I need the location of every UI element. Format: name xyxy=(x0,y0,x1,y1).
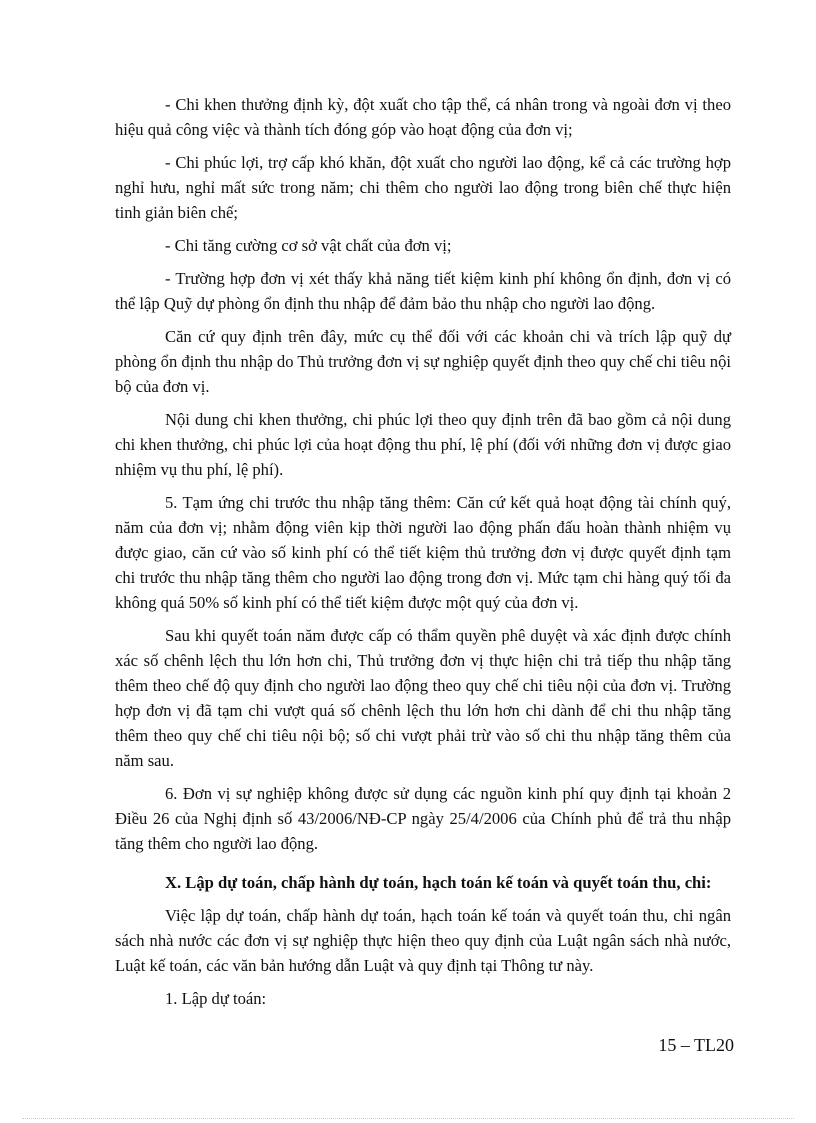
paragraph-item-5-advance: 5. Tạm ứng chi trước thu nhập tăng thêm: Căn cứ kết quả hoạt động tài chính quý, năm của đơn vị; nhằm động viên kịp thời người lao động phấn đấu hoàn thành nhiệm vụ được giao, căn cứ vào số kinh phí có thể tiết kiệm thủ trưởng đơn vị được quyết định tạm chi trước thu nhập tăng thêm cho người lao động trong đơn vị. Mức tạm chi hàng quý tối đa không quá 50% số kinh phí có thể tiết kiệm được một quý của đơn vị. xyxy=(115,493,731,612)
document-body xyxy=(115,92,731,1011)
paragraph-item-6-restriction: 6. Đơn vị sự nghiệp không được sử dụng các nguồn kinh phí quy định tại khoản 2 Điều 26 của Nghị định số 43/2006/NĐ-CP ngày 25/4/2006 của Chính phủ để trả thu nhập tăng thêm cho người lao động. xyxy=(115,784,731,853)
page-number: 15 – TL20 xyxy=(658,1035,734,1055)
paragraph-reward-expense: - Chi khen thưởng định kỳ, đột xuất cho tập thể, cá nhân trong và ngoài đơn vị theo hiệu quả công việc và thành tích đóng góp vào hoạt động của đơn vị; xyxy=(115,95,731,139)
page-bottom-divider xyxy=(22,1118,794,1119)
paragraph-budget-procedure: Việc lập dự toán, chấp hành dự toán, hạch toán kế toán và quyết toán thu, chi ngân sách nhà nước các đơn vị sự nghiệp thực hiện theo quy định của Luật ngân sách nhà nước, Luật kế toán, các văn bản hướng dẫn Luật và quy định tại Thông tư này. xyxy=(115,906,731,975)
paragraph-item-1-estimate: 1. Lập dự toán: xyxy=(165,989,267,1008)
paragraph-reward-content: Nội dung chi khen thưởng, chi phúc lợi theo quy định trên đã bao gồm cả nội dung chi khen thưởng, chi phúc lợi của hoạt động thu phí, lệ phí (đối với những đơn vị được giao nhiệm vụ thu phí, lệ phí). xyxy=(115,410,731,479)
section-heading-x: X. Lập dự toán, chấp hành dự toán, hạch toán kế toán và quyết toán thu, chi: xyxy=(165,873,712,892)
paragraph-basis-regulation: Căn cứ quy định trên đây, mức cụ thể đối với các khoản chi và trích lập quỹ dự phòng ổn định thu nhập do Thủ trưởng đơn vị sự nghiệp quyết định theo quy chế chi tiêu nội bộ của đơn vị. xyxy=(115,327,731,396)
paragraph-year-settlement: Sau khi quyết toán năm được cấp có thẩm quyền phê duyệt và xác định được chính xác số chênh lệch thu lớn hơn chi, Thủ trưởng đơn vị thực hiện chi trả tiếp thu nhập tăng thêm theo chế độ quy định cho người lao động theo quy chế chi tiêu nội của đơn vị. Trường hợp đơn vị đã tạm chi vượt quá số chênh lệch thu lớn hơn chi dành để chi thu nhập tăng thêm theo quy chế chi tiêu nội bộ; số chi vượt phải trừ vào số chi thu nhập tăng thêm của năm sau. xyxy=(115,626,731,770)
paragraph-reserve-fund: - Trường hợp đơn vị xét thấy khả năng tiết kiệm kinh phí không ổn định, đơn vị có thể lập Quỹ dự phòng ổn định thu nhập để đảm bảo thu nhập cho người lao động. xyxy=(115,269,731,313)
paragraph-facility-expense: - Chi tăng cường cơ sở vật chất của đơn vị; xyxy=(165,236,452,255)
paragraph-welfare-expense: - Chi phúc lợi, trợ cấp khó khăn, đột xuất cho người lao động, kể cả các trường hợp nghỉ hưu, nghỉ mất sức trong năm; chi thêm cho người lao động trong biên chế thực hiện tinh giản biên chế; xyxy=(115,153,731,222)
